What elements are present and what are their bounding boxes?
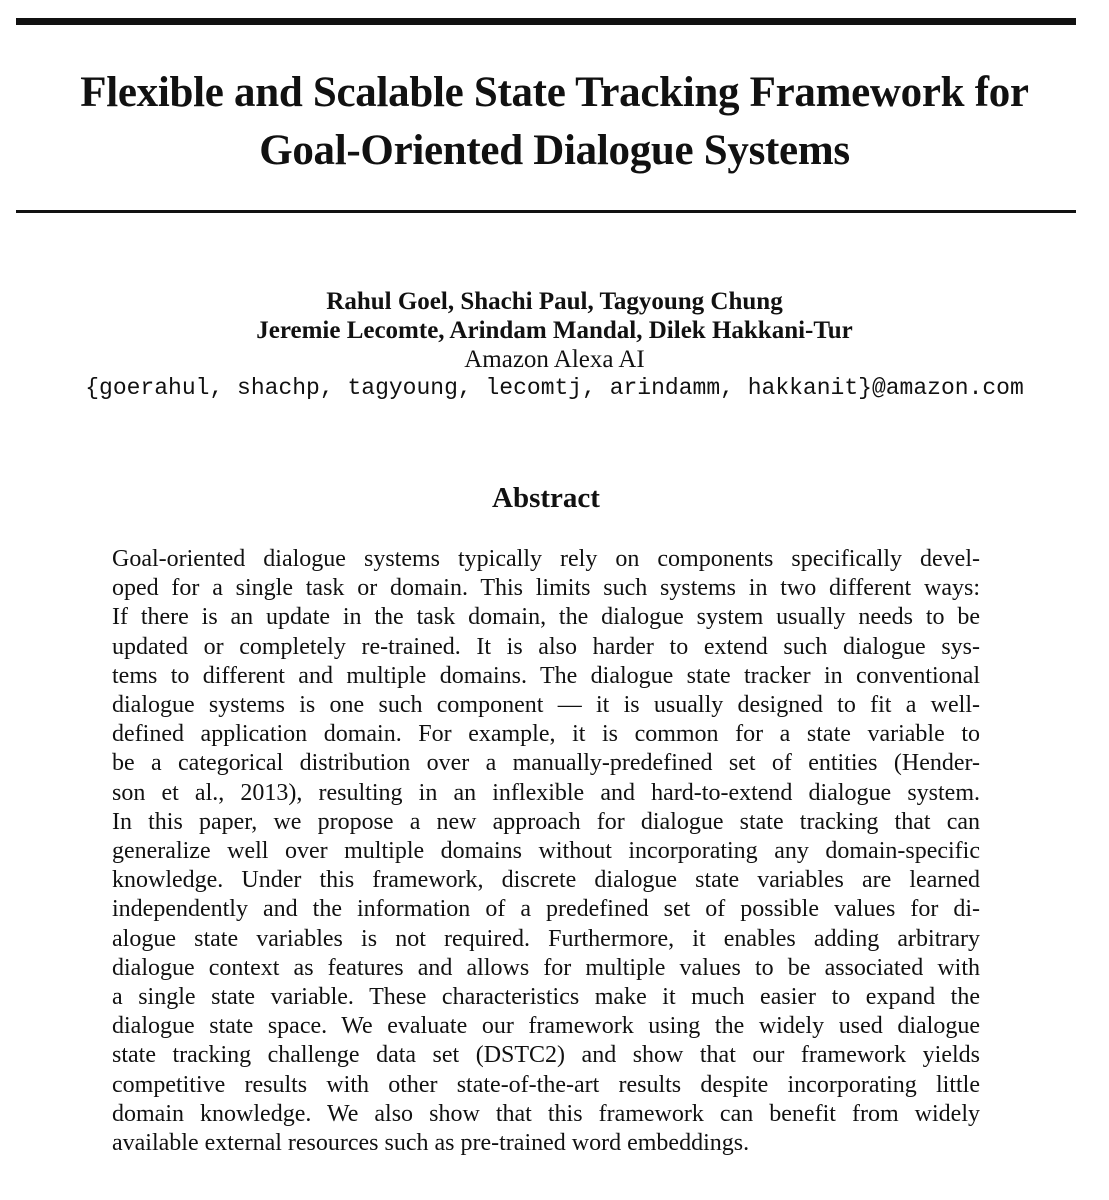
abstract-line: son et al., 2013), resulting in an inflexible and hard-to-extend dialogue system. <box>112 779 980 806</box>
abstract-line: tems to different and multiple domains. The dialogue state tracker in conventional <box>112 662 980 689</box>
abstract-line: If there is an update in the task domain, the dialogue system usually needs to be <box>112 604 980 631</box>
abstract-line: dialogue state space. We evaluate our framework using the widely used dialogue <box>112 1013 980 1040</box>
abstract-line: generalize well over multiple domains without incorporating any domain-specific <box>112 838 980 865</box>
abstract-body <box>112 545 980 1158</box>
title-line-2: Goal-Oriented Dialogue Systems <box>259 127 850 174</box>
abstract-line: oped for a single task or domain. This limits such systems in two different ways: <box>112 575 980 602</box>
title-bottom-rule <box>16 210 1076 213</box>
abstract-line: a single state variable. These characteristics make it much easier to expand the <box>112 984 980 1011</box>
author-names-line-2: Jeremie Lecomte, Arindam Mandal, Dilek Hakkani-Tur <box>256 317 853 344</box>
abstract-line: available external resources such as pre-trained word embeddings. <box>112 1130 750 1157</box>
abstract-line: defined application domain. For example, it is common for a state variable to <box>112 721 980 748</box>
abstract-line: knowledge. Under this framework, discrete dialogue state variables are learned <box>112 867 980 894</box>
abstract-line: competitive results with other state-of-the-art results despite incorporating little <box>112 1071 980 1098</box>
abstract-line: updated or completely re-trained. It is also harder to extend such dialogue sys- <box>112 633 980 660</box>
abstract-line: independently and the information of a predefined set of possible values for di- <box>112 896 980 923</box>
abstract-line: In this paper, we propose a new approach for dialogue state tracking that can <box>112 808 980 835</box>
abstract-line: state tracking challenge data set (DSTC2) and show that our framework yields <box>112 1042 980 1069</box>
abstract-line: dialogue systems is one such component — it is usually designed to fit a well- <box>112 692 980 719</box>
author-block <box>0 287 1109 403</box>
affiliation: Amazon Alexa AI <box>464 346 645 373</box>
abstract-line: domain knowledge. We also show that this framework can benefit from widely <box>112 1100 980 1127</box>
abstract-line: Goal-oriented dialogue systems typically rely on components specifically devel- <box>112 546 980 572</box>
author-names-line-1: Rahul Goel, Shachi Paul, Tagyoung Chung <box>326 288 783 315</box>
abstract-line: be a categorical distribution over a manually-predefined set of entities (Hender- <box>112 750 980 777</box>
abstract-heading: Abstract <box>492 482 600 514</box>
top-rule <box>16 18 1076 25</box>
paper-title <box>0 64 1109 180</box>
title-line-1: Flexible and Scalable State Tracking Framework for <box>80 69 1029 116</box>
abstract-line: dialogue context as features and allows for multiple values to be associated with <box>112 954 980 981</box>
abstract-line: alogue state variables is not required. Furthermore, it enables adding arbitrary <box>112 925 980 952</box>
author-emails: {goerahul, shachp, tagyoung, lecomtj, arindamm, hakkanit}@amazon.com <box>85 375 1024 401</box>
